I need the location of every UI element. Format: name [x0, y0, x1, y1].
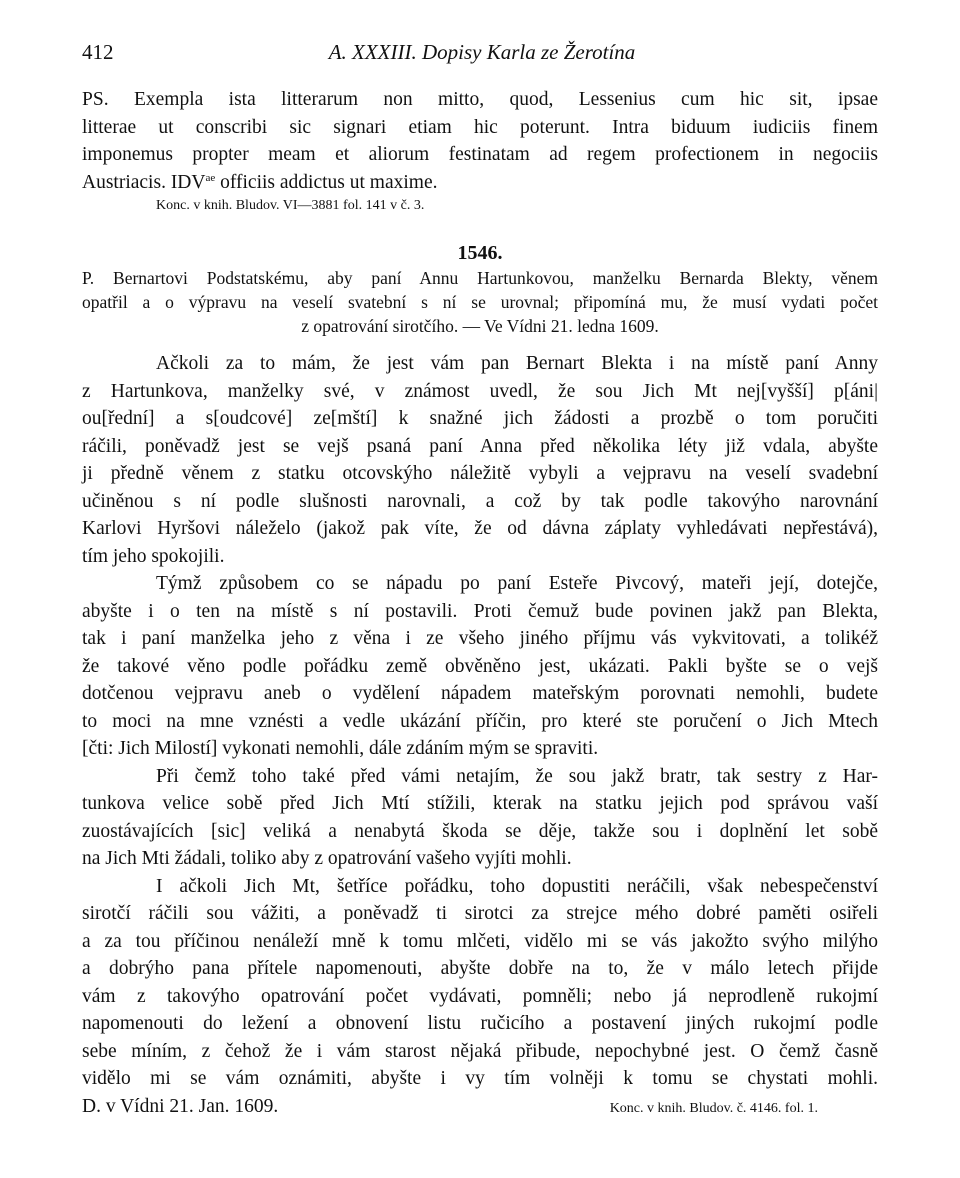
letter-line: tunkova velice sobě před Jich Mtí stížili, kterak na statku jejich pod správou vaší [82, 793, 878, 814]
source-note: Konc. v knih. Bludov. VI—3881 fol. 141 v č. 3. [156, 198, 425, 213]
superscript: ae [205, 171, 216, 184]
letter-line: učiněnou s ní podle slušnosti narovnali, a což by tak podle takovýho narovnání [82, 490, 878, 512]
regest-summary [82, 266, 878, 338]
page-header [82, 40, 878, 70]
text-line: PS. Exempla ista litterarum non mitto, quod, Lessenius cum hic sit, ipsae [82, 89, 878, 110]
letter-line: Karlovi Hyršovi náleželo (jakož pak víte, že od dávna záplaty vyhledávati nepřestává), [82, 518, 878, 539]
regest-line: z opatrování sirotčího. — Ve Vídni 21. ledna 1609. [301, 316, 659, 336]
letter-text [82, 350, 878, 1093]
letter-line: tak i paní manželka jeho z věna i ze všeho jiného příjmu vás vykvitovati, a tolikéž [82, 628, 878, 649]
letter-line: a dobrýho pana přítele napomenouti, abyšte dobře na to, že v málo letech přijde [82, 958, 878, 979]
letter-line: tím jeho spokojili. [82, 545, 225, 567]
letter-line: že takové věno podle pořádku země obvěněno jest, ukázati. Pakli byšte se o vejš [82, 655, 878, 677]
page-number: 412 [82, 40, 114, 64]
letter-line: a za tou příčinou nenáleží mně k tomu mlčeti, vidělo mi se vás jakožto svýho milýho [82, 930, 878, 952]
closing-line [82, 1093, 878, 1123]
letter-line: ou[řední] a s[oudcové] ze[mští] k snažné jich žádosti a prozbě o tom poručiti [82, 408, 878, 429]
running-title: A. XXXIII. Dopisy Karla ze Žerotína [328, 40, 636, 64]
letter-date: D. v Vídni 21. Jan. 1609. [82, 1095, 279, 1117]
text-line: imponemus propter meam et aliorum festinatam ad regem profectionem in negociis [82, 144, 878, 165]
letter-line: Při čemž toho také před vámi netajím, že sou jakž bratr, tak sestry z Har- [156, 765, 878, 787]
letter-line: to moci na mne vznésti a vedle ukázání příčin, pro které ste poručení o Jich Mtech [82, 710, 878, 732]
letter-line: sebe míním, z čehož že i vám starost nějaká přibude, nepochybné jest. O čemž časně [82, 1040, 878, 1062]
text-line: Austriacis. $IDV^{ae}$ officiis addictus ut maxime. [82, 171, 438, 193]
letter-line: Týmž způsobem co se nápadu po paní Esteře Pivcový, mateři její, dotejče, [156, 573, 878, 594]
letter-line: sirotčí ráčili sou vážiti, a poněvadž ti sirotci za strejce mého dobré paměti osiřeli [82, 903, 878, 924]
letter-line: Ačkoli za to mám, že jest vám pan Bernart Blekta i na místě paní Anny [156, 353, 878, 374]
letter-line: z Hartunkova, manželky své, v známost uvedl, že sou Jich Mt nej[vyšší] p[áni| [82, 380, 878, 402]
letter-line: zuostávajících [sic] veliká a nenabytá škoda se děje, takže sou i doplnění let sobě [82, 820, 878, 842]
postscript-paragraph [82, 86, 878, 218]
letter-line: I ačkoli Jich Mt, šetříce pořádku, toho dopustiti neráčili, však nebespečenství [156, 875, 878, 897]
letter-line: [čti: Jich Milostí] vykonati nemohli, dále zdáním mým se spraviti. [82, 738, 599, 759]
document-number: 1546. [457, 242, 503, 264]
letter-line: dotčenou vejpravu aneb o vydělení nápadem mateřským porovnati nemohli, budete [82, 683, 878, 704]
letter-line: napomenouti do ležení a obnovení listu ručicího a postavení jiných rukojmí podle [82, 1013, 878, 1034]
regest-line: opatřil a o výpravu na veselí svatební s ní se urovnal; připomíná mu, že musí vydati počet [82, 292, 878, 312]
text-line: litterae ut conscribi sic signari etiam hic poterunt. Intra biduum iudiciis finem [82, 116, 878, 138]
letter-line: vidělo mi se vám oznámiti, abyšte i vy tím volněji k tomu se chystati mohli. [82, 1068, 878, 1089]
letter-line: abyšte i o ten na místě s ní postavili. Proti čemuž bude povinen jakž pan Blekta, [82, 600, 878, 622]
letter-line: vám z takovýho opatrování počet vydávati, pomněli; nebo já neprodleně rukojmí [82, 985, 878, 1007]
letter-line: ráčili, poněvadž jest se vejš psaná paní Anna před několika léty již vdala, abyšte [82, 435, 878, 457]
source-note: Konc. v knih. Bludov. č. 4146. fol. 1. [609, 1100, 818, 1116]
page-body [82, 86, 878, 1123]
letter-line: na Jich Mti žádali, toliko aby z opatrování vašeho vyjíti mohli. [82, 848, 572, 869]
letter-line: ji předně věnem z statku otcovskýho náležitě vybyli a vejpravu na veselí svadební [82, 463, 878, 484]
regest-line: P. Bernartovi Podstatskému, aby paní Annu Hartunkovou, manželku Bernarda Blekty, věnem [82, 268, 878, 288]
